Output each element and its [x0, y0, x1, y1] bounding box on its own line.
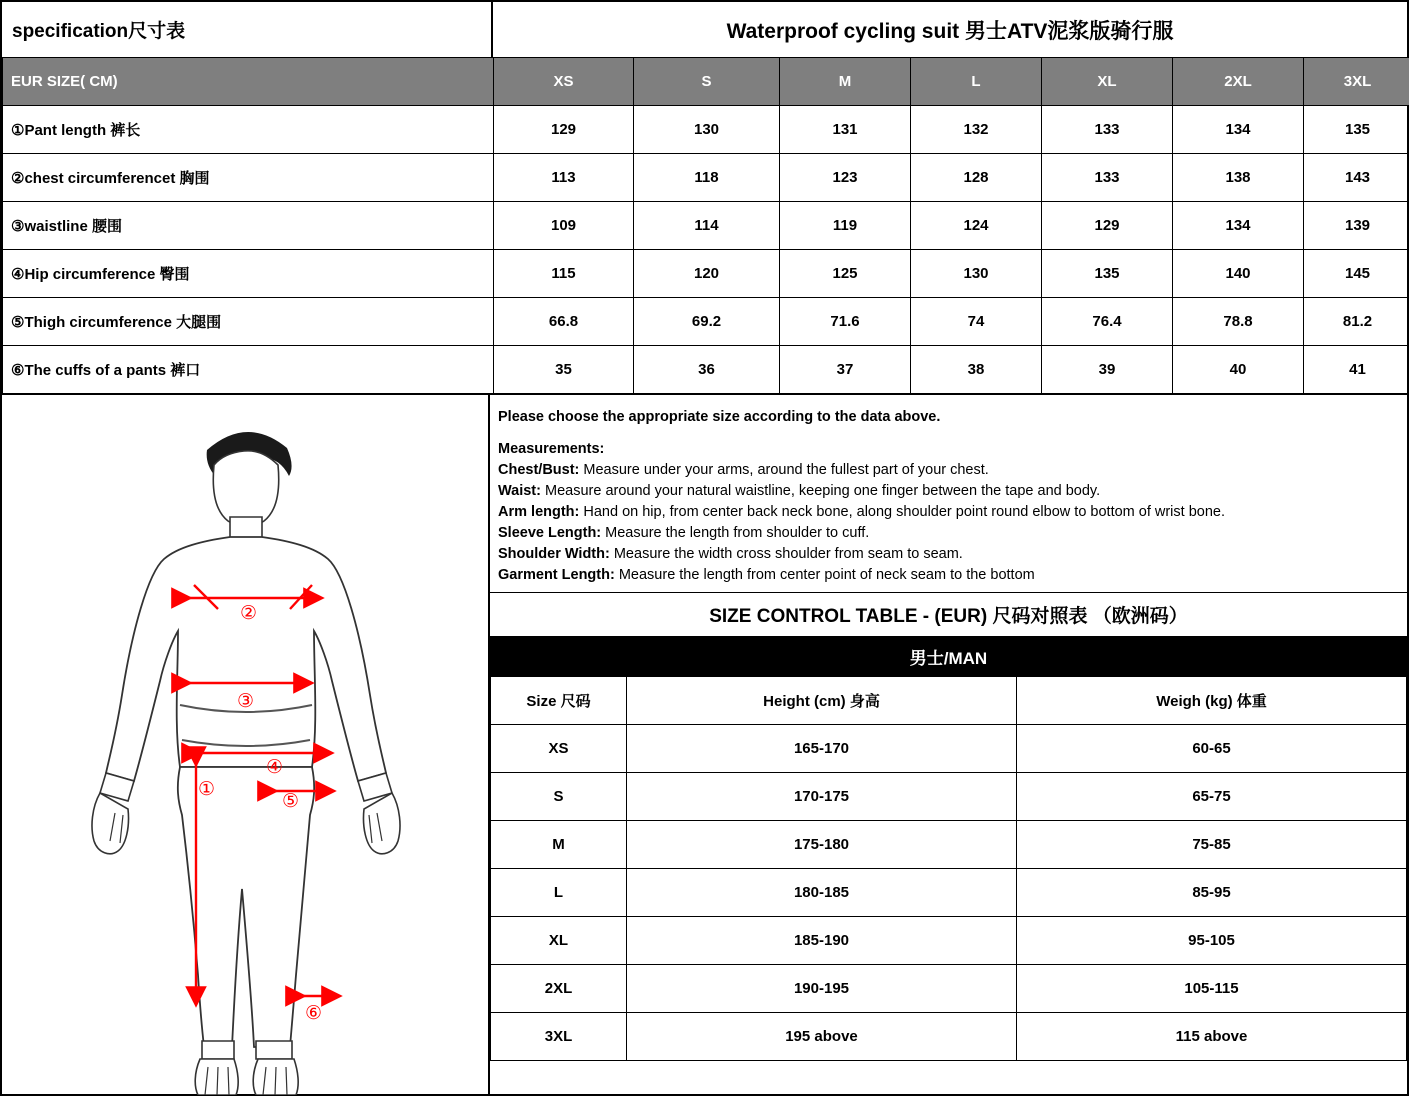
cell: 35: [494, 346, 634, 394]
cell: 140: [1173, 250, 1304, 298]
size-col-3xl: 3XL: [1304, 58, 1409, 106]
size-col-xl: XL: [1042, 58, 1173, 106]
note-sleeve-length: [498, 523, 1399, 544]
body-diagram-panel: [2, 395, 490, 1095]
cell: 130: [634, 106, 780, 154]
table-row: [3, 346, 1409, 394]
left-ankle-shape: [202, 1041, 234, 1059]
table-row: [3, 250, 1409, 298]
cell: XS: [491, 725, 627, 773]
cell: L: [491, 869, 627, 917]
cell: 109: [494, 202, 634, 250]
cell: 139: [1304, 202, 1409, 250]
cell: 115 above: [1017, 1013, 1407, 1061]
size-control-table: [490, 676, 1407, 1061]
note-text-shoulder-width: Measure the width cross shoulder from seam to seam.: [609, 546, 963, 563]
note-chest: [498, 460, 1399, 481]
cell: 115: [494, 250, 634, 298]
cell: 128: [911, 154, 1042, 202]
cell: 195 above: [627, 1013, 1017, 1061]
note-waist: [498, 481, 1399, 502]
product-title-cell: [493, 2, 1407, 57]
cell: 38: [911, 346, 1042, 394]
table-row: [3, 106, 1409, 154]
spec-title-cell: [2, 2, 493, 57]
cell: 74: [911, 298, 1042, 346]
cell: 114: [634, 202, 780, 250]
table-row: [491, 821, 1407, 869]
measure-label-thigh: ⑤Thigh circumference 大腿围: [3, 298, 494, 346]
cell: 135: [1304, 106, 1409, 154]
neck-shape: [230, 517, 262, 539]
marker-chest: ②: [240, 602, 258, 624]
cell: 39: [1042, 346, 1173, 394]
cell: 134: [1173, 106, 1304, 154]
note-term-shoulder-width: Shoulder Width:: [498, 546, 610, 563]
note-term-arm-length: Arm length:: [498, 504, 580, 521]
cell: 120: [634, 250, 780, 298]
cell: 135: [1042, 250, 1173, 298]
cell: 124: [911, 202, 1042, 250]
note-garment-length: [498, 565, 1399, 586]
cell: XL: [491, 917, 627, 965]
info-panel: [490, 395, 1407, 1095]
cell: 130: [911, 250, 1042, 298]
size-measurements-table: [2, 57, 1409, 394]
torso-shape: [106, 537, 386, 781]
table-row: [3, 298, 1409, 346]
size-col-m: M: [780, 58, 911, 106]
cell: 165-170: [627, 725, 1017, 773]
control-col-size: Size 尺码: [491, 677, 627, 725]
cell: 81.2: [1304, 298, 1409, 346]
cell: 129: [494, 106, 634, 154]
measure-label-cuffs: ⑥The cuffs of a pants 裤口: [3, 346, 494, 394]
cell: 143: [1304, 154, 1409, 202]
note-text-sleeve-length: Measure the length from shoulder to cuff.: [601, 525, 870, 542]
table-row: [3, 154, 1409, 202]
note-text-arm-length: Hand on hip, from center back neck bone, along shoulder point round elbow to bottom of wrist bone.: [579, 504, 1225, 521]
right-hand-shape: [363, 793, 400, 854]
cell: S: [491, 773, 627, 821]
cell: 175-180: [627, 821, 1017, 869]
cell: 119: [780, 202, 911, 250]
size-table-header-row: [3, 58, 1409, 106]
cell: 69.2: [634, 298, 780, 346]
table-row: [491, 869, 1407, 917]
cell: 105-115: [1017, 965, 1407, 1013]
measure-label-chest: ②chest circumferencet 胸围: [3, 154, 494, 202]
note-text-waist: Measure around your natural waistline, keeping one finger between the tape and body.: [540, 483, 1101, 500]
size-table-row-header: EUR SIZE( CM): [3, 58, 494, 106]
cell: 138: [1173, 154, 1304, 202]
note-text-chest: Measure under your arms, around the fullest part of your chest.: [579, 462, 989, 479]
cell: 180-185: [627, 869, 1017, 917]
cell: 40: [1173, 346, 1304, 394]
cell: 132: [911, 106, 1042, 154]
cell: 131: [780, 106, 911, 154]
cell: M: [491, 821, 627, 869]
note-term-chest: Chest/Bust:: [498, 462, 580, 479]
top-section: [2, 2, 1407, 57]
cell: 190-195: [627, 965, 1017, 1013]
cell: 129: [1042, 202, 1173, 250]
body-measurement-diagram: [2, 395, 493, 1095]
table-row: [491, 725, 1407, 773]
cell: 3XL: [491, 1013, 627, 1061]
note-term-garment-length: Garment Length:: [498, 567, 615, 584]
measurement-notes: [490, 395, 1407, 592]
cell: 71.6: [780, 298, 911, 346]
measure-label-hip: ④Hip circumference 臀围: [3, 250, 494, 298]
note-arm-length: [498, 502, 1399, 523]
cell: 118: [634, 154, 780, 202]
size-col-2xl: 2XL: [1173, 58, 1304, 106]
cell: 170-175: [627, 773, 1017, 821]
cell: 95-105: [1017, 917, 1407, 965]
table-row: [491, 1013, 1407, 1061]
cell: 133: [1042, 154, 1173, 202]
marker-hip: ④: [266, 756, 284, 778]
right-ankle-shape: [256, 1041, 292, 1059]
control-col-height: Height (cm) 身高: [627, 677, 1017, 725]
table-row: [491, 917, 1407, 965]
cell: 123: [780, 154, 911, 202]
cell: 37: [780, 346, 911, 394]
note-term-sleeve-length: Sleeve Length:: [498, 525, 602, 542]
product-title: Waterproof cycling suit 男士ATV泥浆版骑行服: [726, 19, 1174, 43]
cell: 113: [494, 154, 634, 202]
control-table-group-label: 男士/MAN: [490, 636, 1407, 676]
cell: 85-95: [1017, 869, 1407, 917]
marker-thigh: ⑤: [282, 790, 300, 812]
measure-label-waistline: ③waistline 腰围: [3, 202, 494, 250]
cell: 76.4: [1042, 298, 1173, 346]
cell: 133: [1042, 106, 1173, 154]
marker-pant-length: ①: [198, 778, 216, 800]
table-row: [3, 202, 1409, 250]
cell: 60-65: [1017, 725, 1407, 773]
cell: 36: [634, 346, 780, 394]
cell: 145: [1304, 250, 1409, 298]
note-term-waist: Waist:: [498, 483, 541, 500]
cell: 185-190: [627, 917, 1017, 965]
head-shape: [213, 451, 278, 527]
spec-title: specification尺寸表: [12, 21, 186, 42]
cell: 41: [1304, 346, 1409, 394]
cell: 75-85: [1017, 821, 1407, 869]
bottom-section: [2, 394, 1407, 1095]
note-shoulder-width: [498, 544, 1399, 565]
control-table-title: SIZE CONTROL TABLE - (EUR) 尺码对照表 （欧洲码）: [490, 592, 1407, 636]
size-col-xs: XS: [494, 58, 634, 106]
cell: 125: [780, 250, 911, 298]
marker-waist: ③: [237, 690, 255, 712]
note-text-garment-length: Measure the length from center point of neck seam to the bottom: [614, 567, 1035, 584]
size-col-s: S: [634, 58, 780, 106]
table-row: [491, 965, 1407, 1013]
cell: 65-75: [1017, 773, 1407, 821]
left-hand-shape: [92, 793, 129, 854]
cell: 78.8: [1173, 298, 1304, 346]
measure-label-pant-length: ①Pant length 裤长: [3, 106, 494, 154]
marker-cuff: ⑥: [305, 1002, 323, 1024]
cell: 66.8: [494, 298, 634, 346]
control-header-row: [491, 677, 1407, 725]
notes-intro: Please choose the appropriate size according to the data above.: [498, 409, 941, 425]
table-row: [491, 773, 1407, 821]
measurements-heading: Measurements:: [498, 441, 605, 458]
size-col-l: L: [911, 58, 1042, 106]
control-col-weight: Weigh (kg) 体重: [1017, 677, 1407, 725]
cell: 2XL: [491, 965, 627, 1013]
cell: 134: [1173, 202, 1304, 250]
